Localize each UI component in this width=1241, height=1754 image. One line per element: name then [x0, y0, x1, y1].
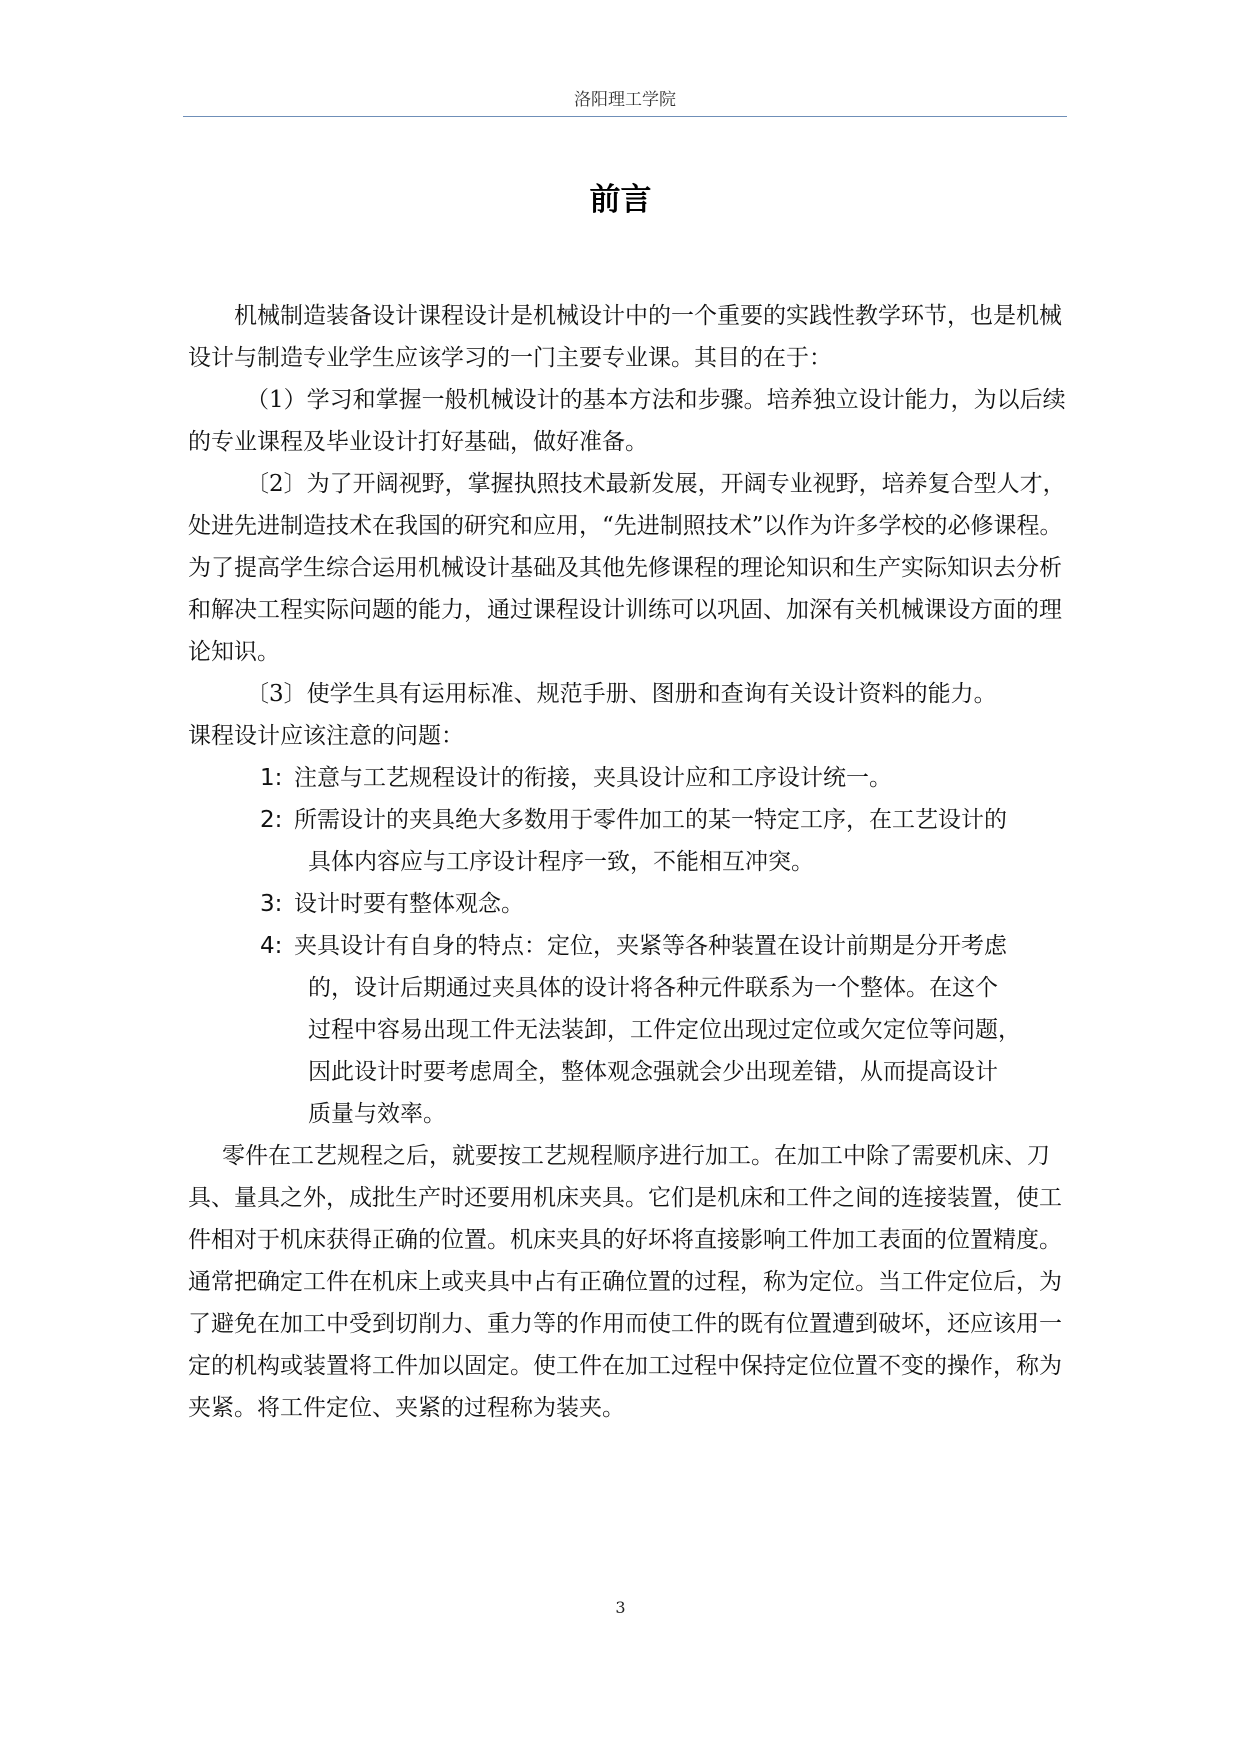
document-body: [188, 295, 1068, 1429]
objective-1: （1）学习和掌握一般机械设计的基本方法和步骤。培养独立设计能力，为以后续的专业课程及毕业设计打好基础，做好准备。: [188, 387, 1066, 455]
note-line: 的，设计后期通过夹具体的设计将各种元件联系为一个整体。在这个: [308, 975, 998, 1001]
note-line: 质量与效率。: [308, 1101, 446, 1127]
page-number: 3: [615, 1598, 626, 1617]
note-text: [294, 799, 1068, 883]
note-line: 夹具设计有自身的特点：定位，夹紧等各种装置在设计前期是分开考虑: [294, 933, 1007, 959]
objective-2: 〔2〕为了开阔视野，掌握执照技术最新发展，开阔专业视野，培养复合型人才，处进先进制造技术在我国的研究和应用，“先进制照技术”以作为许多学校的必修课程。为了提高学生综合运用机械设计基础及其他先修课程的理论知识和生产实际知识去分析和解决工程实际问题的能力，通过课程设计训练可以巩固、加深有关机械课设方面的理论知识。: [188, 471, 1066, 665]
note-item: [260, 925, 1068, 1135]
closing-paragraph: 零件在工艺规程之后，就要按工艺规程顺序进行加工。在加工中除了需要机床、刀具、量具之外，成批生产时还要用机床夹具。它们是机床和工件之间的连接装置，使工件相对于机床获得正确的位置。机床夹具的好坏将直接影响工件加工表面的位置精度。通常把确定工件在机床上或夹具中占有正确位置的过程，称为定位。当工件定位后，为了避免在加工中受到切削力、重力等的作用而使工件的既有位置遭到破坏，还应该用一定的机构或装置将工件加以固定。使工件在加工过程中保持定位位置不变的操作，称为夹紧。将工件定位、夹紧的过程称为装夹。: [188, 1143, 1062, 1421]
note-item: [260, 757, 1068, 799]
note-text: [294, 757, 1068, 799]
notes-heading: 课程设计应该注意的问题：: [188, 723, 464, 749]
note-number: 3:: [260, 891, 283, 917]
header-divider: [183, 116, 1067, 117]
note-item: [260, 883, 1068, 925]
intro-paragraph: 机械制造装备设计课程设计是机械设计中的一个重要的实践性教学环节，也是机械设计与制造专业学生应该学习的一门主要专业课。其目的在于：: [188, 303, 1062, 371]
note-line: 设计时要有整体观念。: [294, 891, 524, 917]
note-item: [260, 799, 1068, 883]
note-text: [294, 883, 1068, 925]
note-line: 具体内容应与工序设计程序一致，不能相互冲突。: [308, 849, 814, 875]
page-header: 洛阳理工学院: [574, 90, 676, 110]
note-line: 注意与工艺规程设计的衔接，夹具设计应和工序设计统一。: [294, 765, 892, 791]
note-line: 所需设计的夹具绝大多数用于零件加工的某一特定工序，在工艺设计的: [294, 807, 1007, 833]
page-title: 前言: [589, 182, 652, 218]
note-number: 4:: [260, 933, 283, 959]
note-line: 过程中容易出现工件无法装卸，工件定位出现过定位或欠定位等问题，: [308, 1017, 1021, 1043]
note-number: 1:: [260, 765, 283, 791]
note-text: [294, 925, 1068, 1135]
note-number: 2:: [260, 807, 283, 833]
note-line: 因此设计时要考虑周全，整体观念强就会少出现差错，从而提高设计: [308, 1059, 998, 1085]
objective-3: 〔3〕使学生具有运用标准、规范手册、图册和查询有关设计资料的能力。: [246, 681, 997, 707]
